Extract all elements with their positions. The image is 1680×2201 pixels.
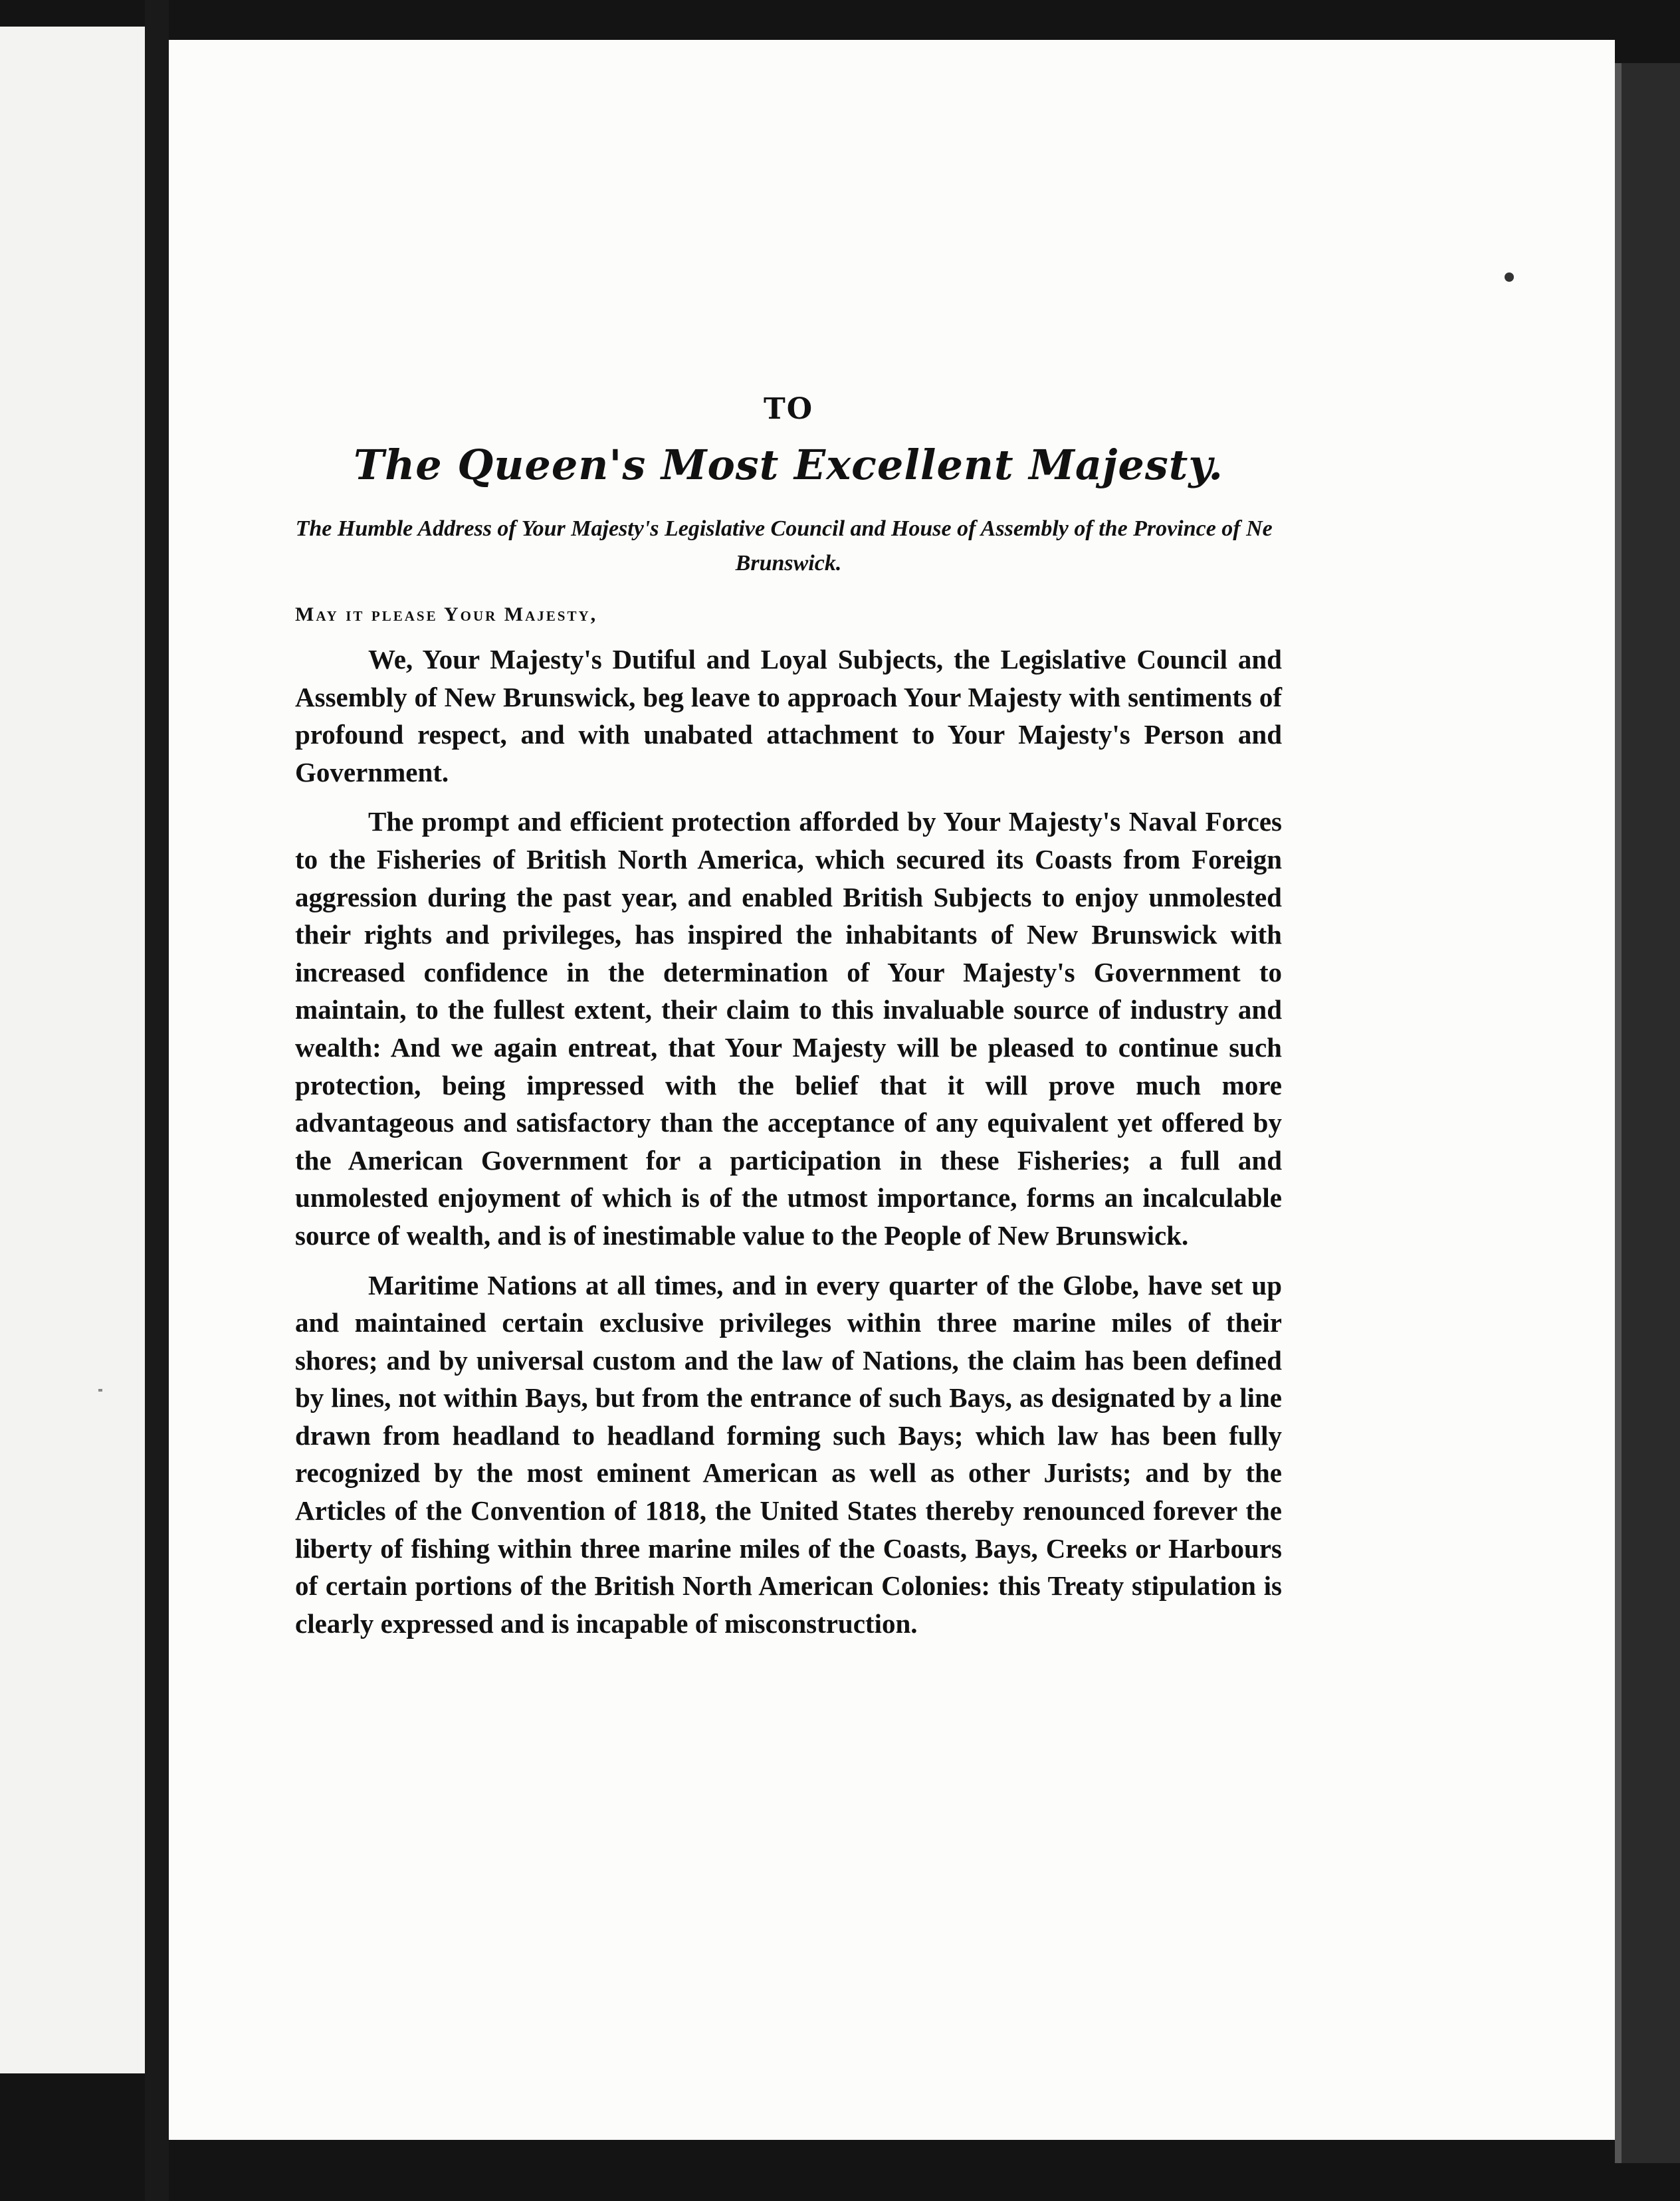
page-mark xyxy=(98,1389,102,1392)
address-subtitle: The Humble Address of Your Majesty's Legislative Council and House of Assembly of the Province of Ne Brunswick. xyxy=(295,516,1282,576)
book-gutter xyxy=(145,0,169,2201)
document-page xyxy=(169,40,1615,2140)
salutation: May it please Your Majesty, xyxy=(295,603,598,625)
previous-page-edge xyxy=(0,27,147,2073)
paragraph-3: Maritime Nations at all times, and in every quarter of the Globe, have set up and maintained certain exclusive privileges within three marine miles of their shores; and by universal custom and the law of Nations, the claim has been defined by lines, not within Bays, but from the entrance of such Bays, as designated by a line drawn from headland to headland forming such Bays; which law has been fully recognized by the most eminent American as well as other Jurists; and by the Articles of the Convention of 1818, the United States thereby renounced forever the liberty of fishing within three marine miles of the Coasts, Bays, Creeks or Harbours of certain portions of the British North American Colonies: this Treaty stipulation is clearly expressed and is incapable of misconstruction. xyxy=(295,1269,1282,1639)
paragraph-2: The prompt and efficient protection afforded by Your Majesty's Naval Forces to the Fisheries of British North America, which secured its Coasts from Foreign aggression during the past year, and enabled British Subjects to enjoy unmolested their rights and privileges, has inspired the inhabitants of New Brunswick with increased confidence in the determination of Your Majesty's Government to maintain, to the fullest extent, their claim to this invaluable source of industry and wealth: And we again entreat, that Your Majesty will be pleased to continue such protection, being impressed with the belief that it will prove much more advantageous and satisfactory than the acceptance of any equivalent yet offered by the American Government for a participation in these Fisheries; a full and unmolested enjoyment of which is of the utmost importance, forms an incalculable source of wealth, and is of inestimable value to the People of New Brunswick. xyxy=(295,806,1282,1251)
page-title: The Queen's Most Excellent Majesty. xyxy=(354,441,1223,489)
ink-speck xyxy=(1505,272,1514,282)
address-text-block xyxy=(295,392,1282,1654)
to-line: TO xyxy=(763,392,814,426)
page-edge-shadow xyxy=(1615,63,1680,2163)
paragraph-1: We, Your Majesty's Dutiful and Loyal Subjects, the Legislative Council and Assembly of New Brunswick, beg leave to approach Your Majesty with sentiments of profound respect, and with unabated attachment to Your Majesty's Person and Government. xyxy=(295,644,1282,787)
